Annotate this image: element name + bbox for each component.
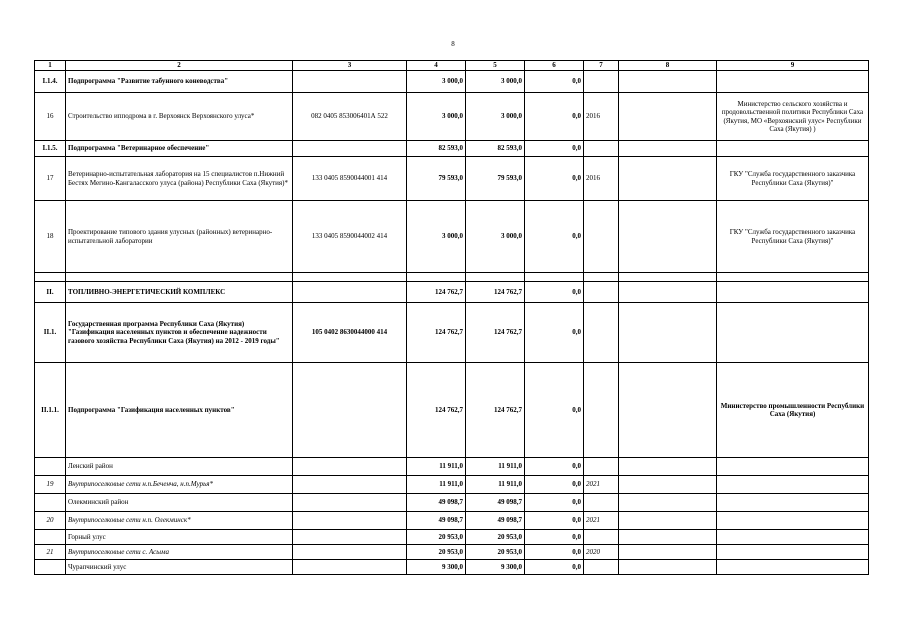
amount-republic-cell: 20 953,0 <box>466 545 525 560</box>
budget-code-cell: 105 0402 8630044000 414 <box>293 303 407 363</box>
note-cell <box>619 545 717 560</box>
responsible-cell <box>717 560 869 575</box>
amount-total-cell: 124 762,7 <box>407 303 466 363</box>
header-cell: 4 <box>407 61 466 71</box>
amount-other-cell: 0,0 <box>525 157 584 201</box>
note-cell <box>619 93 717 141</box>
row-number-cell <box>35 494 66 512</box>
note-cell <box>619 530 717 545</box>
responsible-cell <box>717 545 869 560</box>
amount-other-cell: 0,0 <box>525 93 584 141</box>
item-name-cell: Внутрипоселковые сети н.п. Олекминск* <box>66 512 293 530</box>
item-name-cell: Горный улус <box>66 530 293 545</box>
budget-code-cell <box>293 141 407 157</box>
row-number-cell <box>35 458 66 476</box>
row-number-cell: 16 <box>35 93 66 141</box>
table-row <box>35 201 869 273</box>
table-row <box>35 512 869 530</box>
amount-total-cell: 11 911,0 <box>407 458 466 476</box>
amount-republic-cell: 3 000,0 <box>466 93 525 141</box>
amount-other-cell: 0,0 <box>525 363 584 458</box>
budget-code-cell: 133 0405 8590044002 414 <box>293 201 407 273</box>
header-cell: 7 <box>584 61 619 71</box>
note-cell <box>619 157 717 201</box>
responsible-cell: ГКУ "Служба государственного заказчика Республики Саха (Якутия)" <box>717 157 869 201</box>
amount-republic-cell: 9 300,0 <box>466 560 525 575</box>
year-cell <box>584 201 619 273</box>
amount-republic-cell: 124 762,7 <box>466 282 525 303</box>
year-cell <box>584 494 619 512</box>
budget-code-cell <box>293 560 407 575</box>
amount-republic-cell: 124 762,7 <box>466 363 525 458</box>
table-row <box>35 363 869 458</box>
page-number: 8 <box>451 40 455 48</box>
amount-republic-cell: 11 911,0 <box>466 458 525 476</box>
year-cell <box>584 282 619 303</box>
amount-republic-cell: 20 953,0 <box>466 530 525 545</box>
amount-other-cell: 0,0 <box>525 141 584 157</box>
header-cell: 9 <box>717 61 869 71</box>
amount-other-cell: 0,0 <box>525 494 584 512</box>
item-name-cell: Государственная программа Республики Саха (Якутия) "Газификация населенных пунктов и обеспечение надежности газового хозяйства Республики Саха (Якутия) на 2012 - 2019 годы" <box>66 303 293 363</box>
note-cell <box>619 512 717 530</box>
table-body <box>35 71 869 575</box>
amount-total-cell: 20 953,0 <box>407 530 466 545</box>
year-cell <box>584 458 619 476</box>
header-cell: 3 <box>293 61 407 71</box>
amount-republic-cell: 124 762,7 <box>466 303 525 363</box>
amount-republic-cell: 49 098,7 <box>466 494 525 512</box>
header-cell: 8 <box>619 61 717 71</box>
item-name-cell: ТОПЛИВНО-ЭНЕРГЕТИЧЕСКИЙ КОМПЛЕКС <box>66 282 293 303</box>
year-cell <box>584 71 619 93</box>
amount-other-cell: 0,0 <box>525 71 584 93</box>
row-number-cell <box>35 530 66 545</box>
amount-other-cell: 0,0 <box>525 201 584 273</box>
responsible-cell: Министерство сельского хозяйства и продовольственной политики Республики Саха (Якутия, МО «Верхоянский улус» Республики Саха (Якутия) ) <box>717 93 869 141</box>
budget-code-cell <box>293 494 407 512</box>
year-cell: 2016 <box>584 93 619 141</box>
amount-other-cell: 0,0 <box>525 512 584 530</box>
item-name-cell: Проектирование типового здания улусных (районных) ветеринарно-испытательной лаборатории <box>66 201 293 273</box>
year-cell <box>584 303 619 363</box>
amount-republic-cell: 3 000,0 <box>466 71 525 93</box>
note-cell <box>619 141 717 157</box>
header-cell: 2 <box>66 61 293 71</box>
amount-other-cell: 0,0 <box>525 303 584 363</box>
table-row <box>35 494 869 512</box>
budget-code-cell: 133 0405 8590044001 414 <box>293 157 407 201</box>
amount-total-cell: 3 000,0 <box>407 93 466 141</box>
amount-total-cell: 82 593,0 <box>407 141 466 157</box>
row-number-cell: 21 <box>35 545 66 560</box>
row-number-cell: I.1.5. <box>35 141 66 157</box>
row-number-cell: II.1.1. <box>35 363 66 458</box>
amount-total-cell: 20 953,0 <box>407 545 466 560</box>
amount-total-cell: 11 911,0 <box>407 476 466 494</box>
budget-code-cell <box>293 530 407 545</box>
amount-republic-cell: 3 000,0 <box>466 201 525 273</box>
budget-code-cell <box>293 363 407 458</box>
table-row <box>35 273 869 282</box>
note-cell <box>619 458 717 476</box>
item-name-cell: Чурапчинский улус <box>66 560 293 575</box>
amount-total-cell <box>407 273 466 282</box>
budget-code-cell <box>293 282 407 303</box>
year-cell: 2021 <box>584 512 619 530</box>
budget-code-cell <box>293 458 407 476</box>
header-row <box>35 61 869 71</box>
row-number-cell: II.1. <box>35 303 66 363</box>
amount-republic-cell <box>466 273 525 282</box>
table-row <box>35 141 869 157</box>
budget-code-cell <box>293 476 407 494</box>
row-number-cell <box>35 560 66 575</box>
year-cell: 2021 <box>584 476 619 494</box>
table-row <box>35 560 869 575</box>
responsible-cell <box>717 494 869 512</box>
amount-republic-cell: 79 593,0 <box>466 157 525 201</box>
amount-total-cell: 3 000,0 <box>407 71 466 93</box>
item-name-cell: Ветеринарно-испытательная лаборатория на 15 специалистов п.Нижний Бестях Мегино-Кангаласского улуса (района) Республики Саха (Якутия)* <box>66 157 293 201</box>
budget-table <box>34 60 869 575</box>
item-name-cell: Внутрипоселковые сети с. Асыма <box>66 545 293 560</box>
note-cell <box>619 201 717 273</box>
item-name-cell: Ленский район <box>66 458 293 476</box>
responsible-cell <box>717 282 869 303</box>
amount-republic-cell: 49 098,7 <box>466 512 525 530</box>
header-cell: 1 <box>35 61 66 71</box>
responsible-cell: ГКУ "Служба государственного заказчика Республики Саха (Якутия)" <box>717 201 869 273</box>
amount-republic-cell: 11 911,0 <box>466 476 525 494</box>
responsible-cell <box>717 273 869 282</box>
responsible-cell <box>717 476 869 494</box>
year-cell: 2020 <box>584 545 619 560</box>
note-cell <box>619 560 717 575</box>
note-cell <box>619 282 717 303</box>
amount-other-cell: 0,0 <box>525 560 584 575</box>
responsible-cell: Министерство промышленности Республики Саха (Якутия) <box>717 363 869 458</box>
year-cell <box>584 363 619 458</box>
item-name-cell: Олекминский район <box>66 494 293 512</box>
table-row <box>35 458 869 476</box>
responsible-cell <box>717 71 869 93</box>
budget-code-cell: 082 0405 853006401А 522 <box>293 93 407 141</box>
amount-other-cell: 0,0 <box>525 458 584 476</box>
budget-code-cell <box>293 512 407 530</box>
note-cell <box>619 303 717 363</box>
row-number-cell: 18 <box>35 201 66 273</box>
row-number-cell: 20 <box>35 512 66 530</box>
table-row <box>35 71 869 93</box>
amount-total-cell: 124 762,7 <box>407 363 466 458</box>
year-cell <box>584 141 619 157</box>
row-number-cell <box>35 273 66 282</box>
year-cell <box>584 560 619 575</box>
note-cell <box>619 71 717 93</box>
note-cell <box>619 476 717 494</box>
header-cell: 5 <box>466 61 525 71</box>
table-row <box>35 476 869 494</box>
amount-republic-cell: 82 593,0 <box>466 141 525 157</box>
amount-other-cell: 0,0 <box>525 530 584 545</box>
row-number-cell: 19 <box>35 476 66 494</box>
amount-other-cell: 0,0 <box>525 545 584 560</box>
responsible-cell <box>717 303 869 363</box>
year-cell <box>584 530 619 545</box>
row-number-cell: II. <box>35 282 66 303</box>
item-name-cell <box>66 273 293 282</box>
amount-total-cell: 3 000,0 <box>407 201 466 273</box>
amount-total-cell: 49 098,7 <box>407 512 466 530</box>
responsible-cell <box>717 512 869 530</box>
row-number-cell: I.1.4. <box>35 71 66 93</box>
responsible-cell <box>717 530 869 545</box>
amount-other-cell: 0,0 <box>525 282 584 303</box>
budget-code-cell <box>293 273 407 282</box>
table-row <box>35 530 869 545</box>
amount-total-cell: 9 300,0 <box>407 560 466 575</box>
year-cell <box>584 273 619 282</box>
budget-code-cell <box>293 545 407 560</box>
item-name-cell: Подпрограмма "Развитие табунного коневодства" <box>66 71 293 93</box>
amount-other-cell: 0,0 <box>525 476 584 494</box>
table-row <box>35 303 869 363</box>
amount-total-cell: 79 593,0 <box>407 157 466 201</box>
note-cell <box>619 273 717 282</box>
amount-total-cell: 49 098,7 <box>407 494 466 512</box>
amount-total-cell: 124 762,7 <box>407 282 466 303</box>
responsible-cell <box>717 458 869 476</box>
note-cell <box>619 363 717 458</box>
row-number-cell: 17 <box>35 157 66 201</box>
budget-code-cell <box>293 71 407 93</box>
amount-other-cell <box>525 273 584 282</box>
year-cell: 2016 <box>584 157 619 201</box>
item-name-cell: Строительство ипподрома в г. Верхоянск Верхоянского улуса* <box>66 93 293 141</box>
table-row <box>35 545 869 560</box>
item-name-cell: Подпрограмма "Ветеринарное обеспечение" <box>66 141 293 157</box>
item-name-cell: Подпрограмма "Газификация населенных пунктов" <box>66 363 293 458</box>
responsible-cell <box>717 141 869 157</box>
table-row <box>35 282 869 303</box>
table-row <box>35 157 869 201</box>
table-row <box>35 93 869 141</box>
note-cell <box>619 494 717 512</box>
item-name-cell: Внутрипоселковые сети н.п.Беченча, н.п.Мурья* <box>66 476 293 494</box>
header-cell: 6 <box>525 61 584 71</box>
